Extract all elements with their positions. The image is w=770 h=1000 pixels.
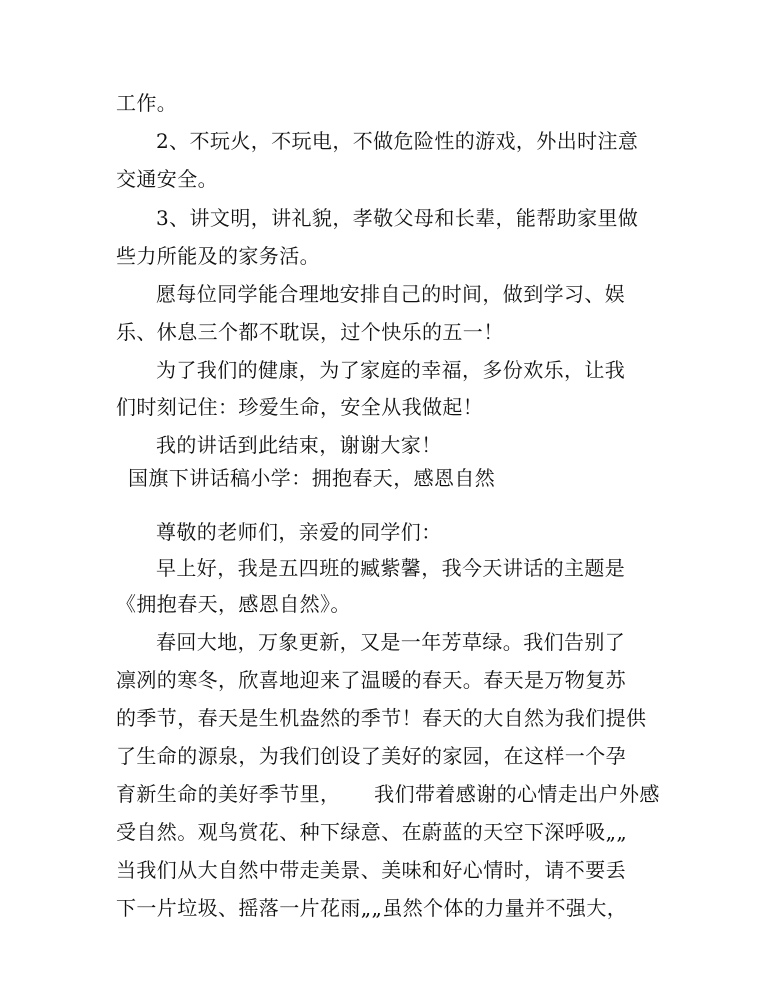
list-item-3: 3、讲文明，讲礼貌，孝敬父母和长辈，能帮助家里做	[156, 206, 639, 230]
paragraph-line: 我的讲话到此结束，谢谢大家！	[156, 433, 442, 457]
paragraph-line: 为了我们的健康，为了家庭的幸福，多份欢乐，让我	[156, 358, 626, 382]
paragraph-line: 春回大地，万象更新，又是一年芳草绿。我们告别了	[156, 630, 626, 654]
paragraph-line: 了生命的源泉，为我们创设了美好的家园，在这样一个孕	[116, 744, 626, 768]
paragraph-line: 乐、休息三个都不耽误，过个快乐的五一！	[116, 320, 504, 344]
paragraph-line: 凛冽的寒冬，欣喜地迎来了温暖的春天。春天是万物复苏	[116, 668, 626, 692]
paragraph-line: 育新生命的美好季节里， 我们带着感谢的心情走出户外感	[116, 782, 660, 806]
paragraph-line: 受自然。观鸟赏花、种下绿意、在蔚蓝的天空下深呼吸„„	[116, 820, 628, 844]
paragraph-line: 们时刻记住：珍爱生命，安全从我做起！	[116, 395, 484, 419]
paragraph-line: 交通安全。	[116, 167, 218, 191]
list-item-2: 2、不玩火，不玩电，不做危险性的游戏，外出时注意	[156, 129, 639, 153]
section-title: 国旗下讲话稿小学：拥抱春天，感恩自然	[128, 466, 496, 490]
paragraph-line: 愿每位同学能合理地安排自己的时间，做到学习、娱	[156, 282, 626, 306]
paragraph-line: 些力所能及的家务活。	[116, 244, 320, 268]
paragraph-line: 的季节，春天是生机盎然的季节！春天的大自然为我们提供	[116, 706, 647, 730]
greeting-line: 尊敬的老师们，亲爱的同学们：	[156, 520, 442, 544]
paragraph-line: 当我们从大自然中带走美景、美味和好心情时，请不要丢	[116, 858, 626, 882]
paragraph-line: 早上好，我是五四班的臧紫馨，我今天讲话的主题是	[156, 556, 626, 580]
paragraph-line: 工作。	[116, 91, 178, 115]
paragraph-line: 《拥抱春天，感恩自然》。	[116, 592, 351, 616]
paragraph-line: 下一片垃圾、摇落一片花雨„„虽然个体的力量并不强大，	[116, 896, 628, 920]
